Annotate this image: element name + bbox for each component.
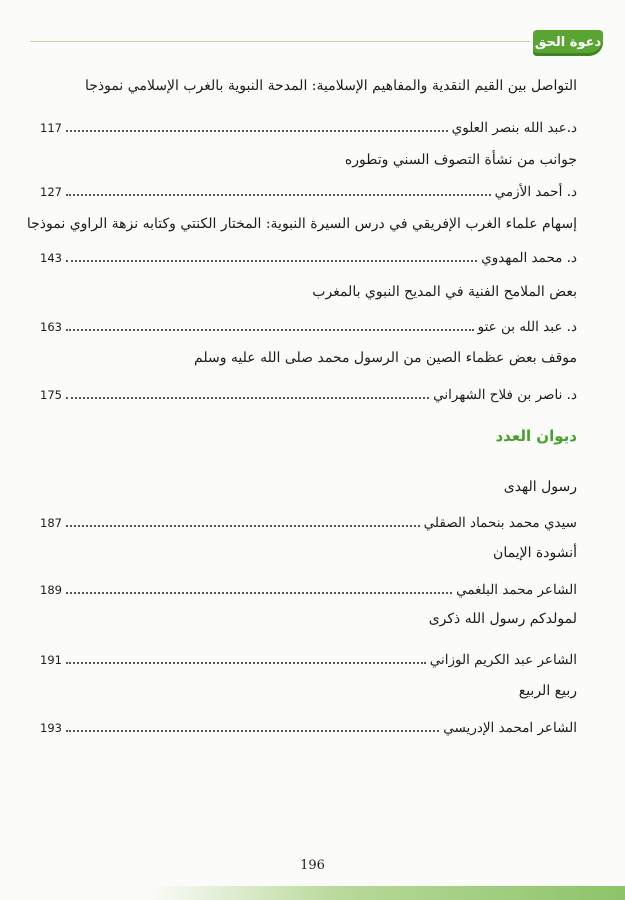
toc-entry-title: التواصل بين القيم النقدية والمفاهيم الإسلامية: المدحة النبوية بالغرب الإسلامي نموذجا [84,78,577,94]
leader-dots [66,397,429,399]
section-heading: ديوان العدد [495,427,577,445]
leader-dots [66,525,420,527]
toc-entry-author-line [40,718,577,738]
toc-entry-author-line [40,317,577,337]
toc-entry-title: بعض الملامح الفنية في المديح النبوي بالمغرب [312,284,577,300]
toc-entry-page: 175 [40,388,62,402]
toc-entry-author: سيدي محمد بنحماد الصقلي [423,515,577,531]
toc-entry-page: 143 [40,251,62,265]
toc-entry-author: الشاعر عبد الكريم الوزاني [429,652,577,668]
magazine-logo: دعوة الحق [533,30,603,56]
toc-entry-author: د.عبد الله بنصر العلوي [451,120,577,136]
toc-entry-page: 191 [40,653,62,667]
page-number: 196 [300,858,325,873]
toc-entry-title: أنشودة الإيمان [493,545,577,561]
toc-entry-author-line [40,580,577,600]
toc-entry-title: ربيع الربيع [518,683,577,699]
toc-entry-author: د. محمد المهدوي [481,250,577,266]
leader-dots [66,592,452,594]
leader-dots [66,194,491,196]
leader-dots [66,260,477,262]
toc-entry-author: الشاعر امحمد الإدريسي [443,720,577,736]
toc-entry-title: رسول الهدى [503,479,577,495]
leader-dots [66,130,448,132]
toc-entry-author-line [40,385,577,405]
toc-entry-author-line [40,513,577,533]
toc-entry-title: موقف بعض عظماء الصين من الرسول محمد صلى الله عليه وسلم [194,350,577,366]
toc-entry-page: 189 [40,583,62,597]
toc-entry-page: 117 [40,121,62,135]
bottom-decorative-band [150,886,625,900]
toc-entry-author: د. ناصر بن فلاح الشهراني [433,387,577,403]
leader-dots [66,730,439,732]
leader-dots [66,329,474,331]
toc-entry-author-line [40,248,577,268]
toc-entry-author-line [40,650,577,670]
toc-entry-page: 193 [40,721,62,735]
toc-entry-page: 127 [40,185,62,199]
toc-entry-author-line [40,118,577,138]
toc-entry-author: د. عبد الله بن عتو [477,319,577,335]
toc-entry-title: إسهام علماء الغرب الإفريقي في درس السيرة النبوية: المختار الكنتي وكتابه نزهة الراوي نموذجا [26,216,577,232]
toc-entry-author: د. أحمد الأزمي [494,184,577,200]
header-rule [30,41,530,42]
toc-entry-page: 163 [40,320,62,334]
toc-entry-title: جوانب من نشأة التصوف السني وتطوره [344,152,577,168]
toc-entry-page: 187 [40,516,62,530]
toc-entry-title: لمولدكم رسول الله ذكرى [428,611,577,627]
toc-entry-author-line [40,182,577,202]
toc-entry-author: الشاعر محمد البلغمي [456,582,577,598]
leader-dots [66,662,426,664]
